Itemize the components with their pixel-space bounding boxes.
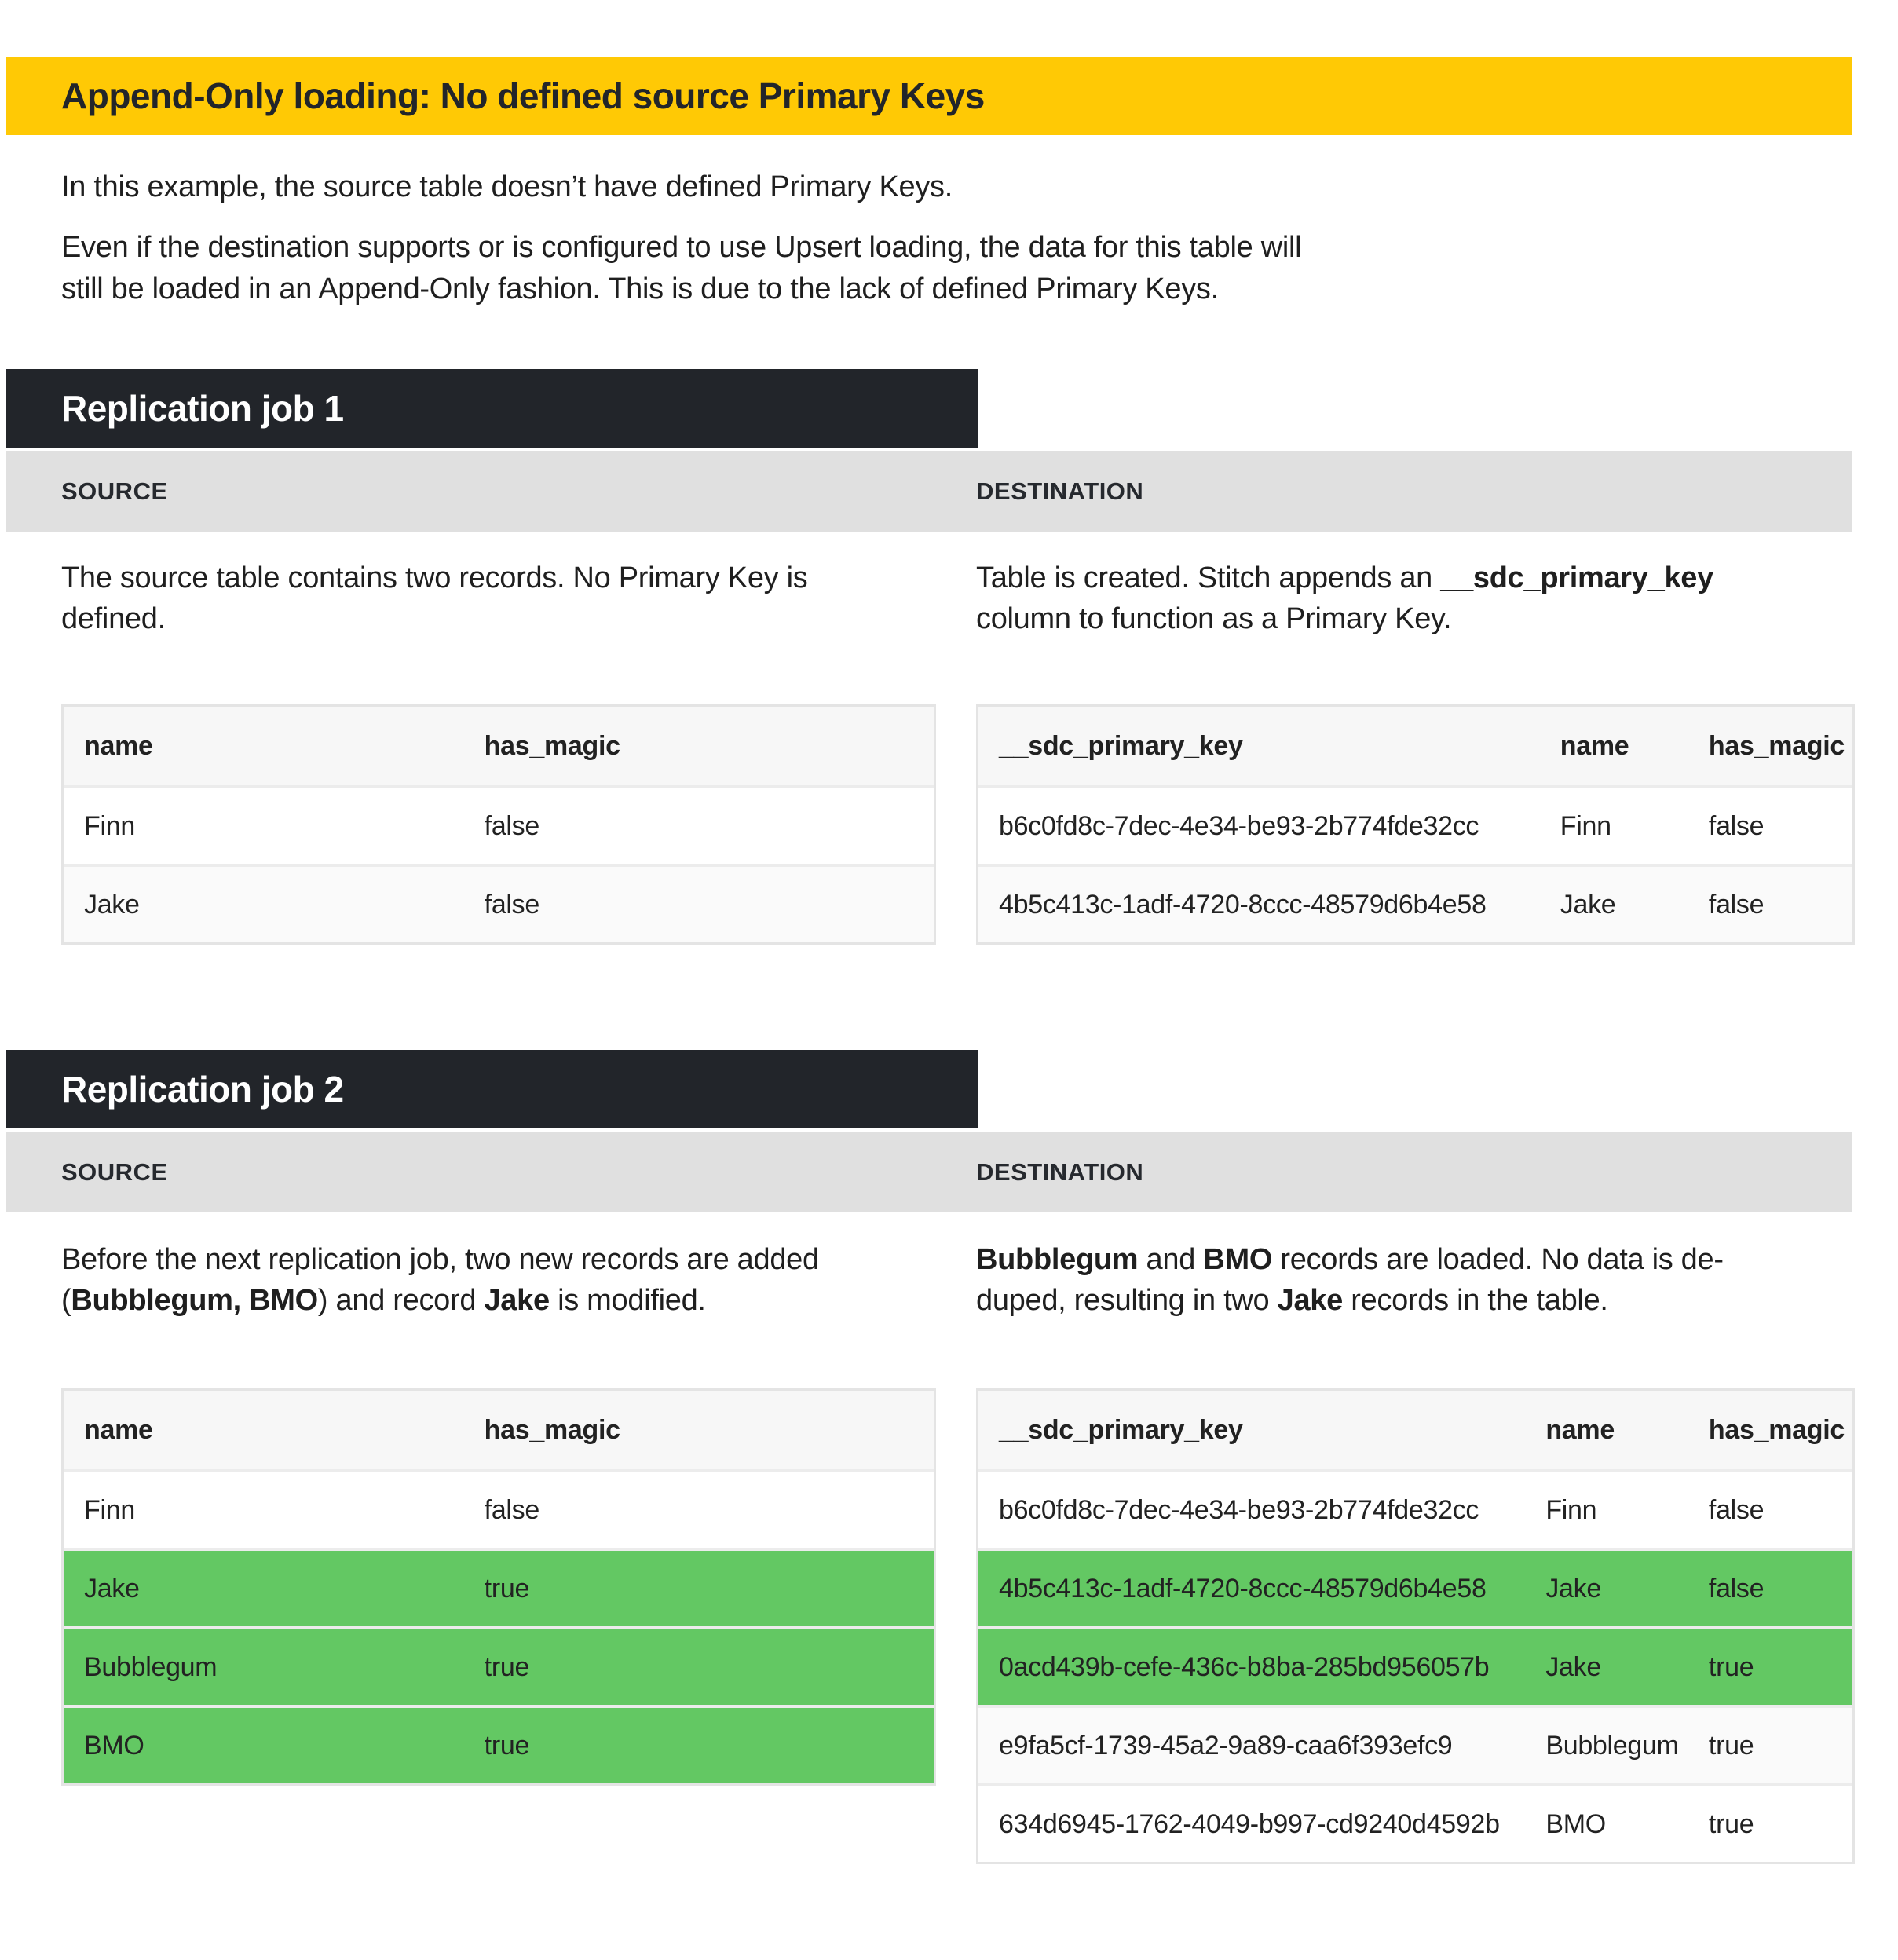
cell-key: b6c0fd8c-7dec-4e34-be93-2b774fde32cc [978,1469,1525,1548]
cell-name: Jake [1525,1548,1688,1626]
table-row [978,1783,1852,1862]
column-header-has-magic: has_magic [464,707,934,785]
section-header-replication-job-2 [6,1050,978,1128]
column-header-has-magic: has_magic [1688,1391,1852,1469]
destination-column-label: DESTINATION [976,1157,1144,1186]
desc-segment-bold: Bubblegum, BMO [71,1284,318,1317]
desc-line: column to function as a Primary Key. [976,602,1452,635]
job2-destination-description [976,1239,1863,1321]
desc-line [976,558,1863,598]
cell-key: e9fa5cf-1739-45a2-9a89-caa6f393efc9 [978,1705,1525,1783]
cell-name: Jake [1540,864,1688,942]
cell-has-magic: true [464,1548,934,1626]
desc-segment: records in the table. [1342,1284,1608,1317]
data-table [976,1388,1855,1864]
intro-text [61,166,1396,310]
desc-line [976,1239,1863,1280]
column-header-name: name [64,707,464,785]
cell-has-magic: false [1688,1548,1852,1626]
column-header-name: name [64,1391,464,1469]
table-header-row [64,707,934,785]
table-row [978,785,1852,864]
table-row [64,785,934,864]
column-header-name: name [1540,707,1688,785]
table-row [64,864,934,942]
section-title: Replication job 2 [61,1069,344,1110]
intro-p2-line2: still be loaded in an Append-Only fashion. This is due to the lack of defined Primary Keys. [61,272,1219,305]
cell-has-magic: false [464,1469,934,1548]
cell-has-magic: false [464,864,934,942]
cell-has-magic: true [464,1705,934,1783]
job2-source-description [61,1239,949,1321]
desc-segment: records are loaded. No data is de- [1272,1243,1724,1276]
table-row-highlighted [978,1626,1852,1705]
cell-key: 0acd439b-cefe-436c-b8ba-285bd956057b [978,1626,1525,1705]
column-header-sdc-primary-key: __sdc_primary_key [978,707,1540,785]
desc-line [61,1280,949,1321]
cell-key: 4b5c413c-1adf-4720-8ccc-48579d6b4e58 [978,1548,1525,1626]
table-row-highlighted [64,1548,934,1626]
table-row [978,864,1852,942]
table-header-row [64,1391,934,1469]
job1-destination-table [976,704,1855,945]
cell-name: Finn [1525,1469,1688,1548]
job2-destination-table [976,1388,1855,1864]
page-title-banner [6,57,1852,135]
data-table [61,1388,936,1786]
table-row-highlighted [64,1705,934,1783]
desc-segment-bold: Bubblegum [976,1243,1139,1276]
page-title: Append-Only loading: No defined source Primary Keys [61,75,985,116]
destination-column-label: DESTINATION [976,477,1144,505]
desc-line: The source table contains two records. No Primary Key is [61,561,808,594]
desc-segment-bold: __sdc_primary_key [1440,561,1713,594]
cell-has-magic: false [464,785,934,864]
data-table [61,704,936,945]
desc-segment-bold: BMO [1203,1243,1273,1276]
table-row [978,1469,1852,1548]
desc-segment: ) and record [317,1284,485,1317]
cell-name: Jake [64,864,464,942]
data-table [976,704,1855,945]
table-header-row [978,1391,1852,1469]
source-column-label: SOURCE [61,477,168,505]
cell-key: b6c0fd8c-7dec-4e34-be93-2b774fde32cc [978,785,1540,864]
cell-key: 634d6945-1762-4049-b997-cd9240d4592b [978,1783,1525,1862]
cell-name: Jake [1525,1626,1688,1705]
source-column-label: SOURCE [61,1157,168,1186]
cell-name: Bubblegum [64,1626,464,1705]
desc-line: Before the next replication job, two new records are added [61,1243,819,1276]
cell-name: Finn [64,1469,464,1548]
section-header-replication-job-1 [6,369,978,448]
cell-has-magic: true [1688,1626,1852,1705]
column-header-name: name [1525,1391,1688,1469]
table-row-highlighted [64,1626,934,1705]
cell-has-magic: false [1688,785,1852,864]
cell-key: 4b5c413c-1adf-4720-8ccc-48579d6b4e58 [978,864,1540,942]
column-header-sdc-primary-key: __sdc_primary_key [978,1391,1525,1469]
cell-has-magic: true [1688,1783,1852,1862]
desc-segment: is modified. [549,1284,706,1317]
job2-source-table [61,1388,936,1786]
intro-paragraph-1: In this example, the source table doesn’t have defined Primary Keys. [61,170,953,203]
job1-destination-description [976,558,1863,639]
desc-segment: duped, resulting in two [976,1284,1278,1317]
desc-segment-bold: Jake [484,1284,550,1317]
section-title: Replication job 1 [61,388,344,429]
cell-name: Bubblegum [1525,1705,1688,1783]
cell-name: BMO [64,1705,464,1783]
cell-name: BMO [1525,1783,1688,1862]
cell-has-magic: true [464,1626,934,1705]
desc-line [976,1280,1863,1321]
job1-source-description [61,558,949,639]
table-row [978,1705,1852,1783]
cell-has-magic: false [1688,864,1852,942]
desc-segment-bold: Jake [1277,1284,1343,1317]
table-row-highlighted [978,1548,1852,1626]
cell-has-magic: true [1688,1705,1852,1783]
column-header-has-magic: has_magic [1688,707,1852,785]
job1-source-destination-bar [6,451,1852,532]
job1-source-table [61,704,936,945]
desc-segment: ( [61,1284,71,1317]
cell-name: Finn [1540,785,1688,864]
table-header-row [978,707,1852,785]
column-header-has-magic: has_magic [464,1391,934,1469]
desc-segment: and [1138,1243,1204,1276]
cell-has-magic: false [1688,1469,1852,1548]
desc-segment: Table is created. Stitch appends an [976,561,1441,594]
intro-paragraph-2 [61,227,1396,310]
desc-line: defined. [61,602,166,635]
cell-name: Jake [64,1548,464,1626]
table-row [64,1469,934,1548]
cell-name: Finn [64,785,464,864]
intro-p2-line1: Even if the destination supports or is configured to use Upsert loading, the data for this table will [61,231,1302,264]
job2-source-destination-bar [6,1132,1852,1212]
